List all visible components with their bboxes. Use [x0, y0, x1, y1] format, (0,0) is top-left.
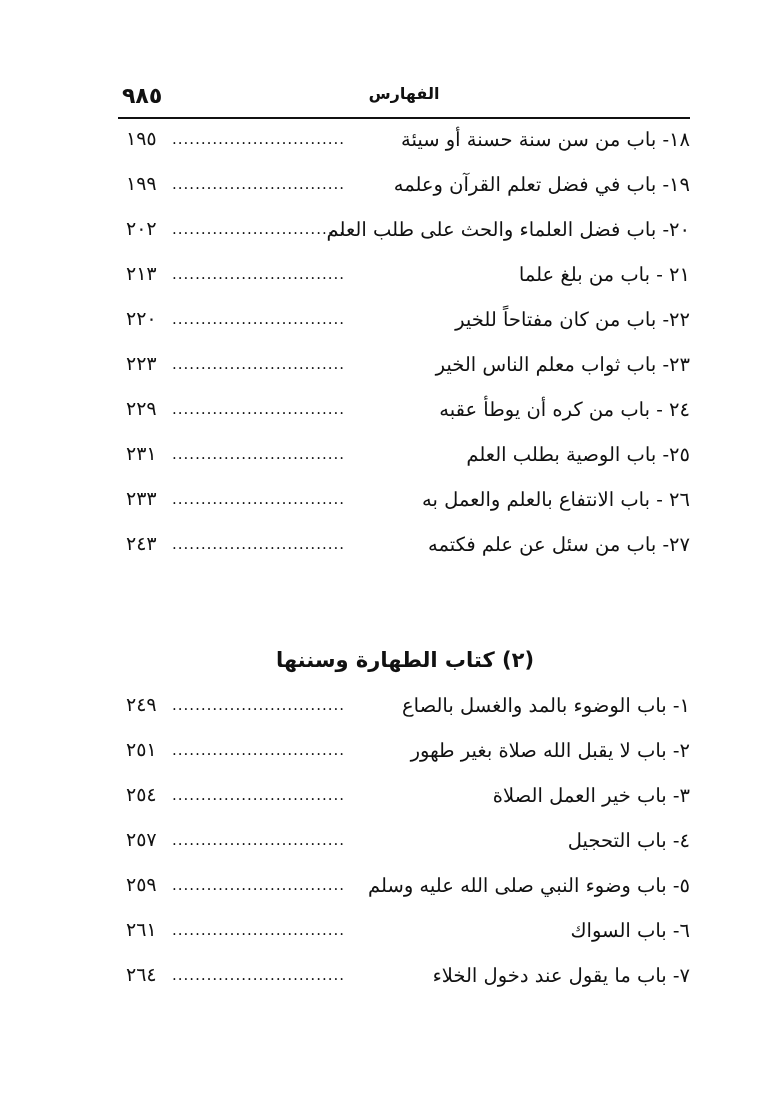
page-header — [118, 84, 690, 112]
toc-entry[interactable] — [120, 874, 690, 910]
toc-entry[interactable] — [120, 488, 690, 524]
entry-page: ٢١٣ — [126, 263, 157, 285]
leader-dots: .............................. — [172, 220, 346, 238]
leader-dots: .............................. — [172, 831, 346, 849]
entry-title: ٢٧- باب من سئل عن علم فكتمه — [428, 533, 690, 556]
entry-title: ٢٣- باب ثواب معلم الناس الخير — [435, 353, 690, 376]
leader-dots: .............................. — [172, 696, 346, 714]
toc-entry[interactable] — [120, 443, 690, 479]
entry-title: ٤- باب التحجيل — [567, 829, 690, 852]
toc-entry[interactable] — [120, 353, 690, 389]
entry-title: ٢٥- باب الوصية بطلب العلم — [466, 443, 690, 466]
toc-entry[interactable] — [120, 173, 690, 209]
toc-entry[interactable] — [120, 694, 690, 730]
leader-dots: .............................. — [172, 966, 346, 984]
toc-entry[interactable] — [120, 784, 690, 820]
entry-page: ١٩٩ — [126, 173, 157, 195]
entry-title: ٧- باب ما يقول عند دخول الخلاء — [432, 964, 690, 987]
toc-entry[interactable] — [120, 218, 690, 254]
entry-page: ٢٤٩ — [126, 694, 157, 716]
leader-dots: .............................. — [172, 130, 346, 148]
entry-page: ٢٥٤ — [126, 784, 157, 806]
entry-page: ٢٢٣ — [126, 353, 157, 375]
entry-title: ٢- باب لا يقبل الله صلاة بغير طهور — [410, 739, 690, 762]
leader-dots: .............................. — [172, 535, 346, 553]
entry-page: ٢٥٩ — [126, 874, 157, 896]
leader-dots: .............................. — [172, 175, 346, 193]
toc-entry[interactable] — [120, 398, 690, 434]
entry-title: ١- باب الوضوء بالمد والغسل بالصاع — [402, 694, 690, 717]
leader-dots: .............................. — [172, 400, 346, 418]
entry-page: ٢٣١ — [126, 443, 157, 465]
toc-entry[interactable] — [120, 829, 690, 865]
entry-title: ٢٢- باب من كان مفتاحاً للخير — [455, 308, 690, 331]
running-title: الفهارس — [368, 84, 440, 103]
toc-entry[interactable] — [120, 739, 690, 775]
entry-title: ٢٦ - باب الانتفاع بالعلم والعمل به — [421, 488, 690, 511]
leader-dots: .............................. — [172, 490, 346, 508]
leader-dots: .............................. — [172, 355, 346, 373]
leader-dots: .............................. — [172, 876, 346, 894]
entry-page: ١٩٥ — [126, 128, 157, 150]
entry-title: ١٨- باب من سن سنة حسنة أو سيئة — [401, 128, 690, 151]
entry-page: ٢٢٠ — [126, 308, 157, 330]
leader-dots: .............................. — [172, 921, 346, 939]
toc-entry[interactable] — [120, 263, 690, 299]
entry-page: ٢٤٣ — [126, 533, 157, 555]
entry-page: ٢٣٣ — [126, 488, 157, 510]
entry-page: ٢٦٤ — [126, 964, 157, 986]
leader-dots: .............................. — [172, 445, 346, 463]
leader-dots: .............................. — [172, 265, 346, 283]
leader-dots: .............................. — [172, 310, 346, 328]
page-number: ٩٨٥ — [122, 84, 163, 109]
entry-title: ٢٤ - باب من كره أن يوطأ عقبه — [439, 398, 690, 421]
entry-page: ٢٥١ — [126, 739, 157, 761]
entry-title: ٥- باب وضوء النبي صلى الله عليه وسلم — [368, 874, 690, 897]
toc-entry[interactable] — [120, 308, 690, 344]
entry-title: ٢١ - باب من بلغ علما — [518, 263, 690, 286]
toc-entry[interactable] — [120, 964, 690, 1000]
toc-entry[interactable] — [120, 128, 690, 164]
entry-title: ٣- باب خير العمل الصلاة — [492, 784, 690, 807]
section-heading: (٢) كتاب الطهارة وسننها — [275, 648, 535, 672]
entry-page: ٢٥٧ — [126, 829, 157, 851]
entry-title: ١٩- باب في فضل تعلم القرآن وعلمه — [393, 173, 690, 196]
leader-dots: .............................. — [172, 786, 346, 804]
header-rule — [118, 117, 690, 119]
entry-page: ٢٢٩ — [126, 398, 157, 420]
toc-entry[interactable] — [120, 919, 690, 955]
entry-page: ٢٦١ — [126, 919, 157, 941]
entry-title: ٦- باب السواك — [570, 919, 690, 942]
entry-page: ٢٠٢ — [126, 218, 157, 240]
toc-entry[interactable] — [120, 533, 690, 569]
leader-dots: .............................. — [172, 741, 346, 759]
entry-title: ٢٠- باب فضل العلماء والحث على طلب العلم — [326, 218, 690, 241]
